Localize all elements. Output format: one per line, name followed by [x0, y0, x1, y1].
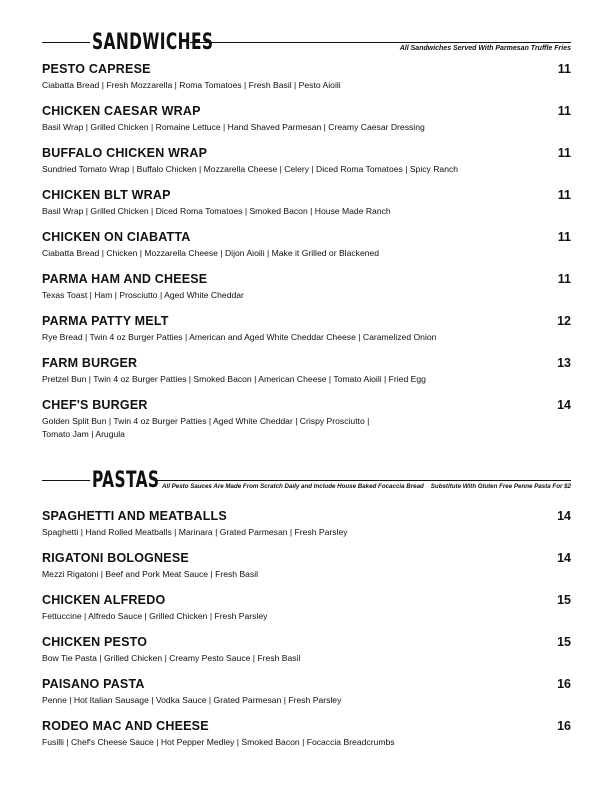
item-price: 11 — [557, 62, 571, 76]
item-price: 11 — [557, 230, 571, 244]
sandwiches-note: All Sandwiches Served With Parmesan Truffle Fries — [399, 45, 571, 52]
menu-item — [42, 592, 571, 623]
header-rule-left — [42, 480, 90, 481]
item-name: CHICKEN CAESAR WRAP — [42, 104, 201, 118]
item-name: BUFFALO CHICKEN WRAP — [42, 146, 208, 160]
item-name: FARM BURGER — [42, 356, 138, 370]
item-description: Rye Bread | Twin 4 oz Burger Patties | American and Aged White Cheddar Cheese | Caramelized Onion — [42, 332, 437, 342]
item-name: CHICKEN BLT WRAP — [42, 188, 171, 202]
item-price: 11 — [557, 272, 571, 286]
menu-item — [42, 61, 571, 92]
item-description: Spaghetti | Hand Rolled Meatballs | Marinara | Grated Parmesan | Fresh Parsley — [42, 527, 348, 537]
header-rule-right — [190, 42, 571, 43]
menu-item — [42, 229, 571, 260]
header-rule-right — [154, 480, 571, 481]
item-price: 16 — [557, 719, 571, 733]
item-name: SPAGHETTI AND MEATBALLS — [42, 509, 227, 523]
item-description: Penne | Hot Italian Sausage | Vodka Sauce | Grated Parmesan | Fresh Parsley — [42, 695, 342, 705]
menu-item — [42, 271, 571, 302]
menu-item — [42, 634, 571, 665]
item-price: 12 — [557, 314, 571, 328]
menu-item — [42, 103, 571, 134]
item-description: Golden Split Bun | Twin 4 oz Burger Patties | Aged White Cheddar | Crispy Prosciutto | Tomato Jam | Arugula — [42, 416, 370, 439]
menu-item — [42, 187, 571, 218]
item-price: 14 — [557, 398, 571, 412]
pastas-note-scratch: All Pesto Sauces Are Made From Scratch Daily and Include House Baked Focaccia Bread — [162, 483, 424, 490]
pastas-title: PASTAS — [92, 468, 160, 493]
item-description: Ciabatta Bread | Chicken | Mozzarella Cheese | Dijon Aioili | Make it Grilled or Blackened — [42, 248, 380, 258]
item-name: CHICKEN ALFREDO — [42, 593, 166, 607]
item-name: RODEO MAC AND CHEESE — [42, 719, 209, 733]
menu-item — [42, 550, 571, 581]
item-description: Bow Tie Pasta | Grilled Chicken | Creamy Pesto Sauce | Fresh Basil — [42, 653, 301, 663]
item-name: PESTO CAPRESE — [42, 62, 151, 76]
menu-item — [42, 397, 571, 441]
menu-item — [42, 718, 571, 749]
sandwiches-header — [42, 30, 571, 60]
item-price: 16 — [557, 677, 571, 691]
item-price: 15 — [557, 593, 571, 607]
menu-item — [42, 355, 571, 386]
item-description: Ciabatta Bread | Fresh Mozzarella | Roma Tomatoes | Fresh Basil | Pesto Aioili — [42, 80, 341, 90]
item-description: Texas Toast | Ham | Prosciutto | Aged White Cheddar — [42, 290, 244, 300]
item-price: 14 — [557, 509, 571, 523]
menu-item — [42, 508, 571, 539]
pastas-header — [42, 468, 571, 498]
item-price: 15 — [557, 635, 571, 649]
item-name: CHEF'S BURGER — [42, 398, 148, 412]
item-price: 14 — [557, 551, 571, 565]
item-description: Pretzel Bun | Twin 4 oz Burger Patties | Smoked Bacon | American Cheese | Tomato Aioili | Fried Egg — [42, 374, 426, 384]
item-description: Sundried Tomato Wrap | Buffalo Chicken | Mozzarella Cheese | Celery | Diced Roma Tomatoes | Spicy Ranch — [42, 164, 459, 174]
item-name: PAISANO PASTA — [42, 677, 145, 691]
item-name: PARMA HAM AND CHEESE — [42, 272, 208, 286]
menu-item — [42, 313, 571, 344]
menu-item — [42, 676, 571, 707]
sandwiches-title: SANDWICHES — [92, 30, 214, 55]
header-rule-left — [42, 42, 90, 43]
pastas-note-gluten-free: Substitute With Gluten Free Penne Pasta For $2 — [430, 483, 571, 490]
item-name: RIGATONI BOLOGNESE — [42, 551, 189, 565]
item-name: PARMA PATTY MELT — [42, 314, 169, 328]
item-description: Mezzi Rigatoni | Beef and Pork Meat Sauce | Fresh Basil — [42, 569, 259, 579]
item-price: 11 — [557, 146, 571, 160]
item-description: Basil Wrap | Grilled Chicken | Diced Roma Tomatoes | Smoked Bacon | House Made Ranch — [42, 206, 391, 216]
item-price: 11 — [557, 188, 571, 202]
item-price: 13 — [557, 356, 571, 370]
menu-item — [42, 145, 571, 176]
item-description: Basil Wrap | Grilled Chicken | Romaine Lettuce | Hand Shaved Parmesan | Creamy Caesar Dressing — [42, 122, 425, 132]
item-name: CHICKEN PESTO — [42, 635, 148, 649]
item-description: Fettuccine | Alfredo Sauce | Grilled Chicken | Fresh Parsley — [42, 611, 268, 621]
item-description: Fusilli | Chef's Cheese Sauce | Hot Pepper Medley | Smoked Bacon | Focaccia Breadcrumbs — [42, 737, 395, 747]
item-name: CHICKEN ON CIABATTA — [42, 230, 191, 244]
item-price: 11 — [557, 104, 571, 118]
